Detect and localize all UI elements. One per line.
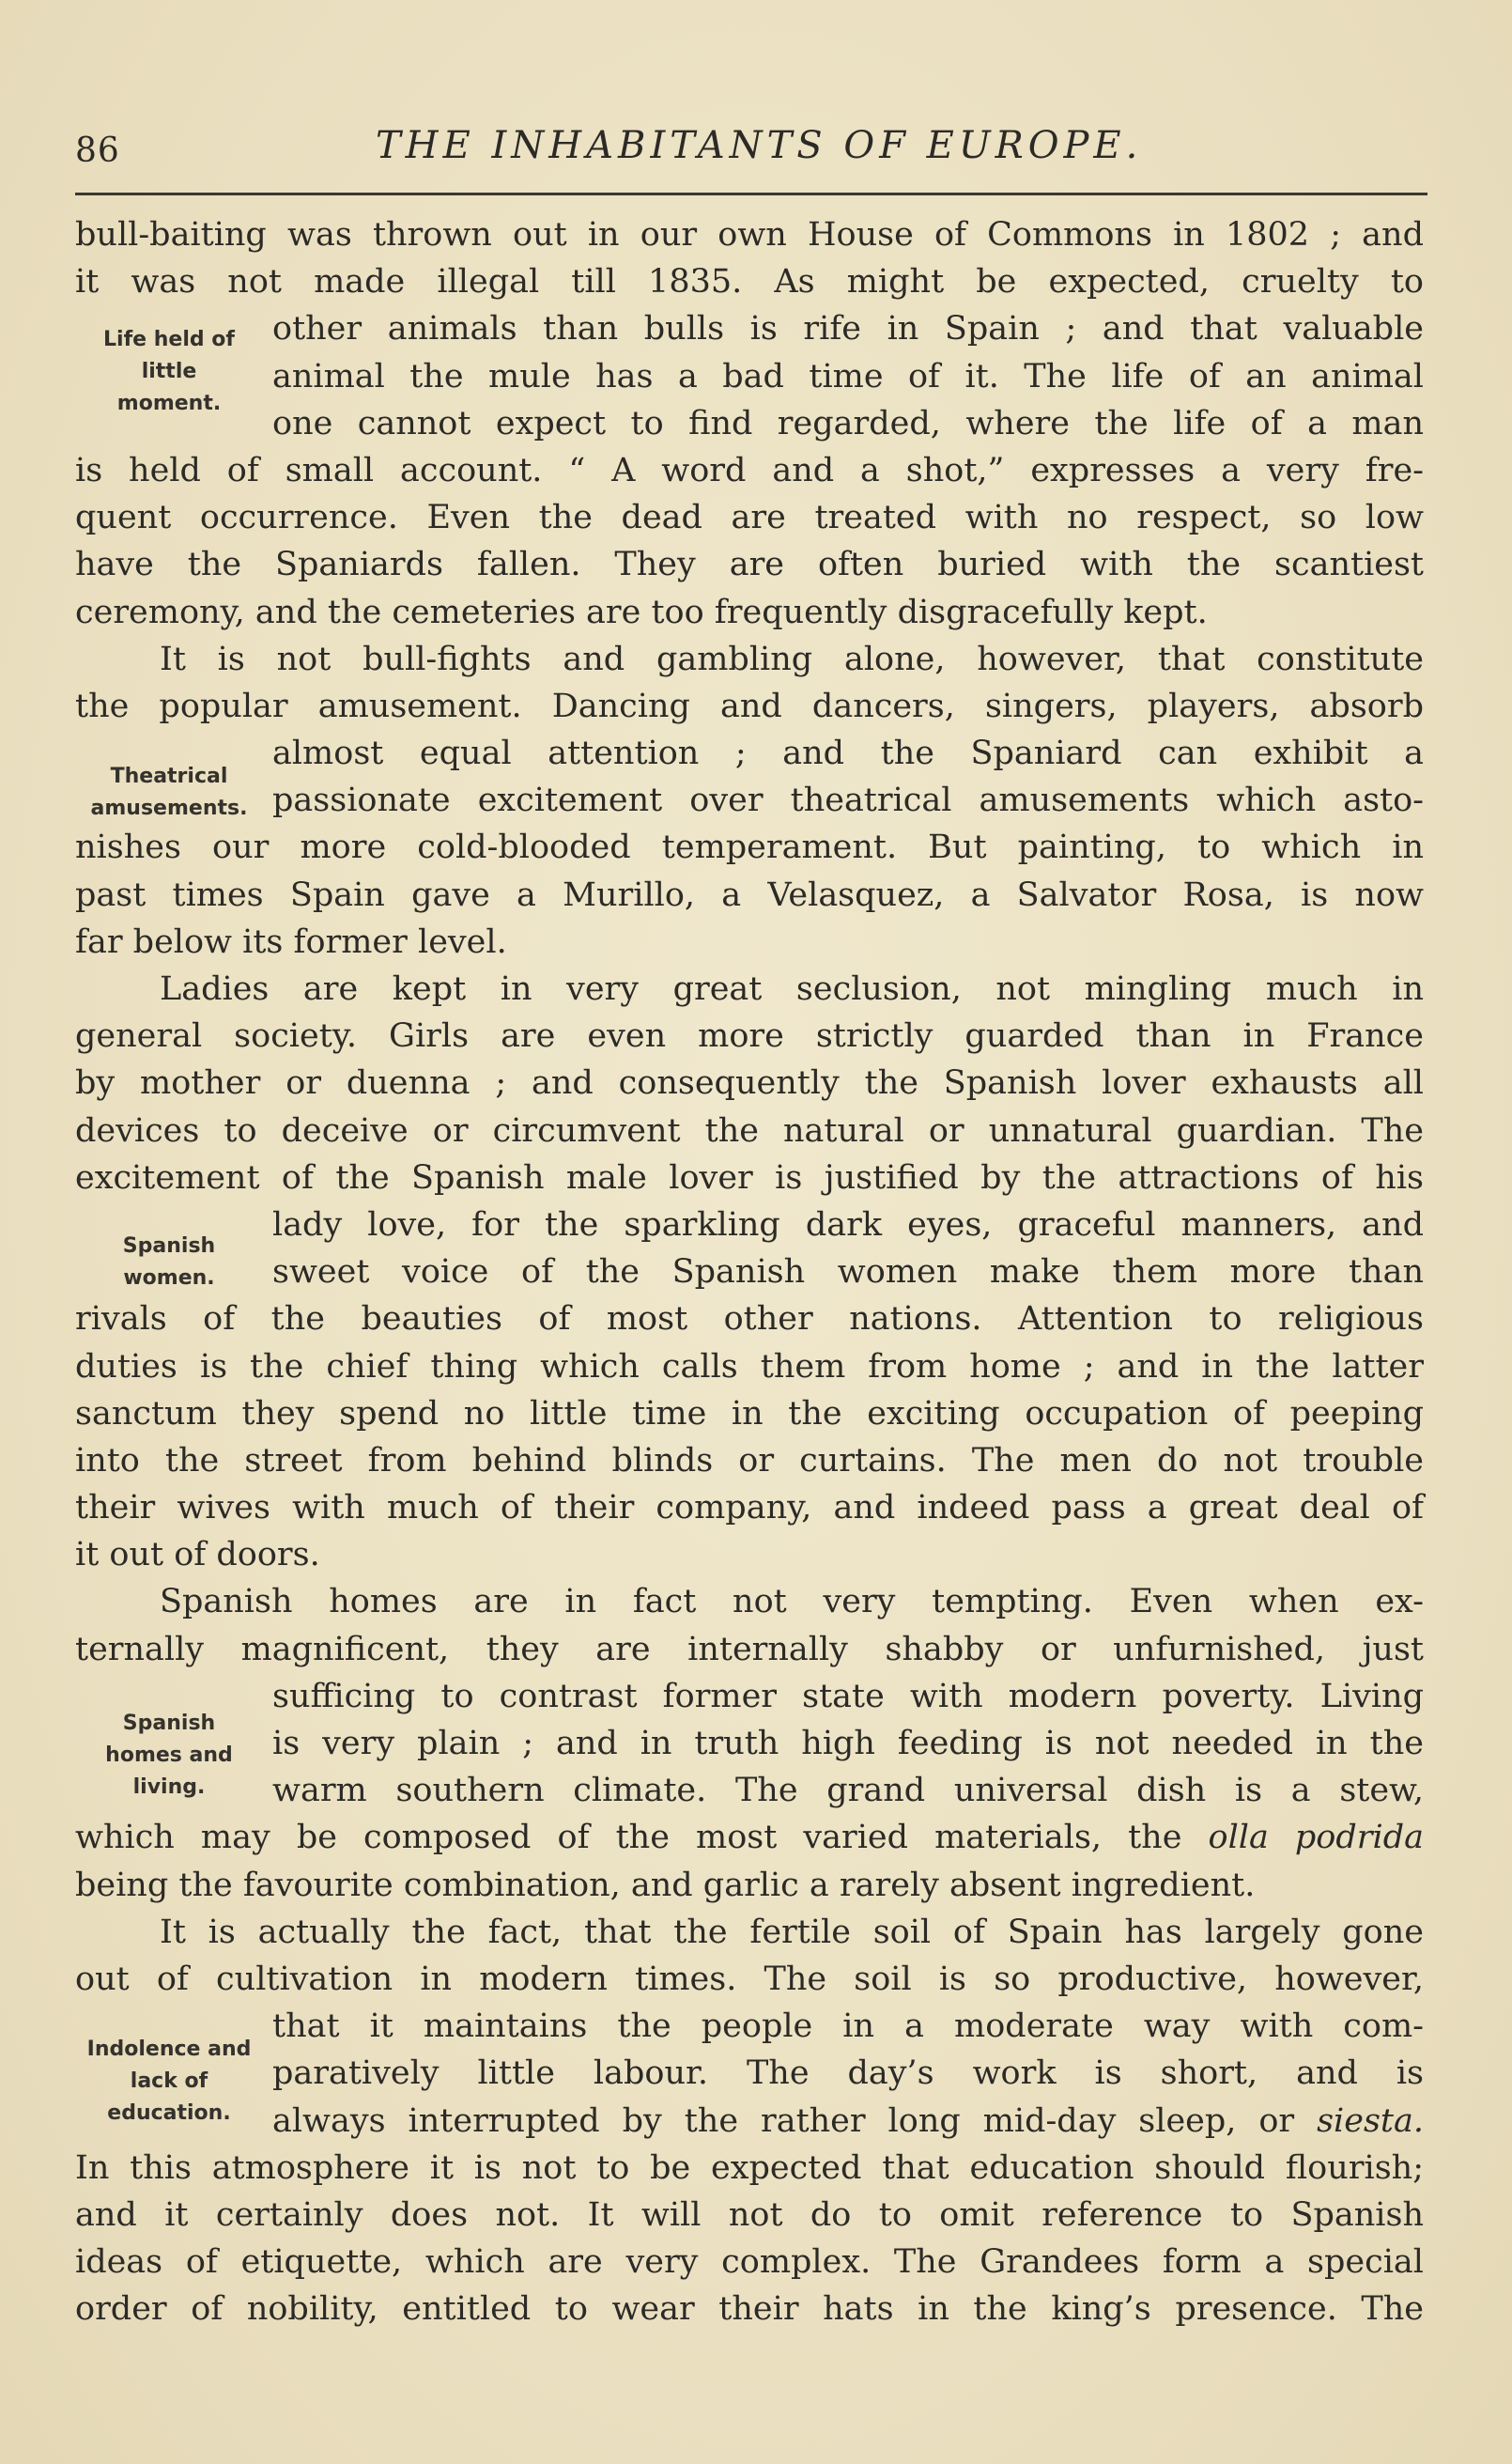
text-segment: which may be composed of the most varied materials, the [75,1819,1182,1857]
text-line: quent occurrence. Even the dead are treated with no respect, so low [75,499,1424,537]
sidenote-line: Theatrical [110,765,228,788]
sidenote-line: homes and [105,1743,233,1767]
text-line: general society. Girls are even more strictly guarded than in France [75,1017,1424,1056]
text-line: one cannot expect to find regarded, where the life of a man [272,404,1424,442]
text-line: being the favourite combination, and garlic a rarely absent ingredient. [75,1866,1256,1904]
italic-term: olla podrida [1208,1819,1424,1857]
sidenote-line: Spanish [122,1712,216,1735]
text-line: animal the mule has a bad time of it. The life of an animal [272,357,1424,395]
text-line: rivals of the beauties of most other nations. Attention to religious [75,1300,1424,1339]
sidenote-line: education. [107,2101,231,2125]
text-line: devices to deceive or circumvent the natural or unnatural guardian. The [75,1111,1424,1150]
text-line: ceremony, and the cemeteries are too frequently disgracefully kept. [75,593,1208,631]
text-line [75,2098,1424,2145]
sidenote-line: Spanish [122,1234,216,1258]
text-line: Spanish homes are in fact not very tempting. Even when ex- [160,1583,1424,1621]
running-head: THE INHABITANTS OF EUROPE. [376,124,1143,167]
page-number: 86 [75,132,120,170]
text-line: warm southern climate. The grand universal dish is a stew, [272,1772,1424,1810]
text-line: Ladies are kept in very great seclusion, not mingling much in [160,970,1424,1008]
sidenote-line: moment. [116,392,222,415]
text-line: into the street from behind blinds or curtains. The men do not trouble [75,1441,1424,1480]
text-line: duties is the chief thing which calls them from home ; and in the latter [75,1347,1424,1386]
text-line: paratively little labour. The day’s work is short, and is [272,2054,1424,2093]
body-text [75,211,1424,2332]
text-line: past times Spain gave a Murillo, a Velasquez, a Salvator Rosa, is now [75,876,1424,914]
text-line: nishes our more cold-blooded temperament. But painting, to which in [75,829,1424,867]
text-line: ideas of etiquette, which are very complex. The Grandees form a special [75,2243,1424,2282]
text-line [75,1814,1424,1861]
sidenote-line: women. [123,1266,215,1290]
text-segment: always interrupted by the rather long mid-day sleep, or [272,2101,1295,2140]
sidenote-line: amusements. [90,797,248,820]
text-line: other animals than bulls is rife in Spain ; and that valuable [272,310,1424,349]
text-line: lady love, for the sparkling dark eyes, graceful manners, and [272,1205,1424,1244]
sidenote-line: little [141,360,197,383]
text-line: almost equal attention ; and the Spaniard can exhibit a [272,735,1424,773]
text-line: it out of doors. [75,1536,320,1574]
text-line: that it maintains the people in a moderate way with com- [272,2007,1424,2046]
text-line: It is not bull-fights and gambling alone, however, that constitute [160,640,1424,678]
text-line: out of cultivation in modern times. The soil is so productive, however, [75,1960,1424,1998]
italic-term: siesta. [1317,2101,1424,2140]
text-line: sanctum they spend no little time in the exciting occupation of peeping [75,1394,1424,1433]
text-line: order of nobility, entitled to wear their hats in the king’s presence. The [75,2290,1424,2329]
text-line: is held of small account. “ A word and a shot,” expresses a very fre- [75,451,1424,489]
text-line: it was not made illegal till 1835. As might be expected, cruelty to [75,263,1424,302]
text-line: sufficing to contrast former state with modern poverty. Living [272,1677,1424,1715]
sidenote-line: Life held of [103,328,235,351]
sidenote-line: Indolence and [86,2038,252,2061]
text-line: bull-baiting was thrown out in our own House of Commons in 1802 ; and [75,216,1424,254]
text-line: In this atmosphere it is not to be expected that education should flourish; [75,2148,1424,2187]
page-header [75,124,1437,180]
text-line: their wives with much of their company, and indeed pass a great deal of [75,1489,1424,1527]
text-line: the popular amusement. Dancing and dancers, singers, players, absorb [75,687,1424,725]
header-rule [75,193,1427,195]
text-line: ternally magnificent, they are internally shabby or unfurnished, just [75,1630,1424,1668]
text-line: far below its former level. [75,922,507,961]
sidenote-line: living. [132,1775,206,1799]
text-line: It is actually the fact, that the fertile soil of Spain has largely gone [160,1913,1424,1951]
sidenote-line: lack of [130,2069,208,2093]
text-line: and it certainly does not. It will not do to omit reference to Spanish [75,2195,1424,2234]
text-line: passionate excitement over theatrical amusements which asto- [272,782,1424,820]
text-line: by mother or duenna ; and consequently the Spanish lover exhausts all [75,1064,1424,1103]
text-line: is very plain ; and in truth high feeding is not needed in the [272,1725,1424,1762]
text-line: have the Spaniards fallen. They are often buried with the scantiest [75,546,1424,584]
text-line: sweet voice of the Spanish women make them more than [272,1253,1424,1292]
text-line: excitement of the Spanish male lover is justified by the attractions of his [75,1158,1424,1197]
